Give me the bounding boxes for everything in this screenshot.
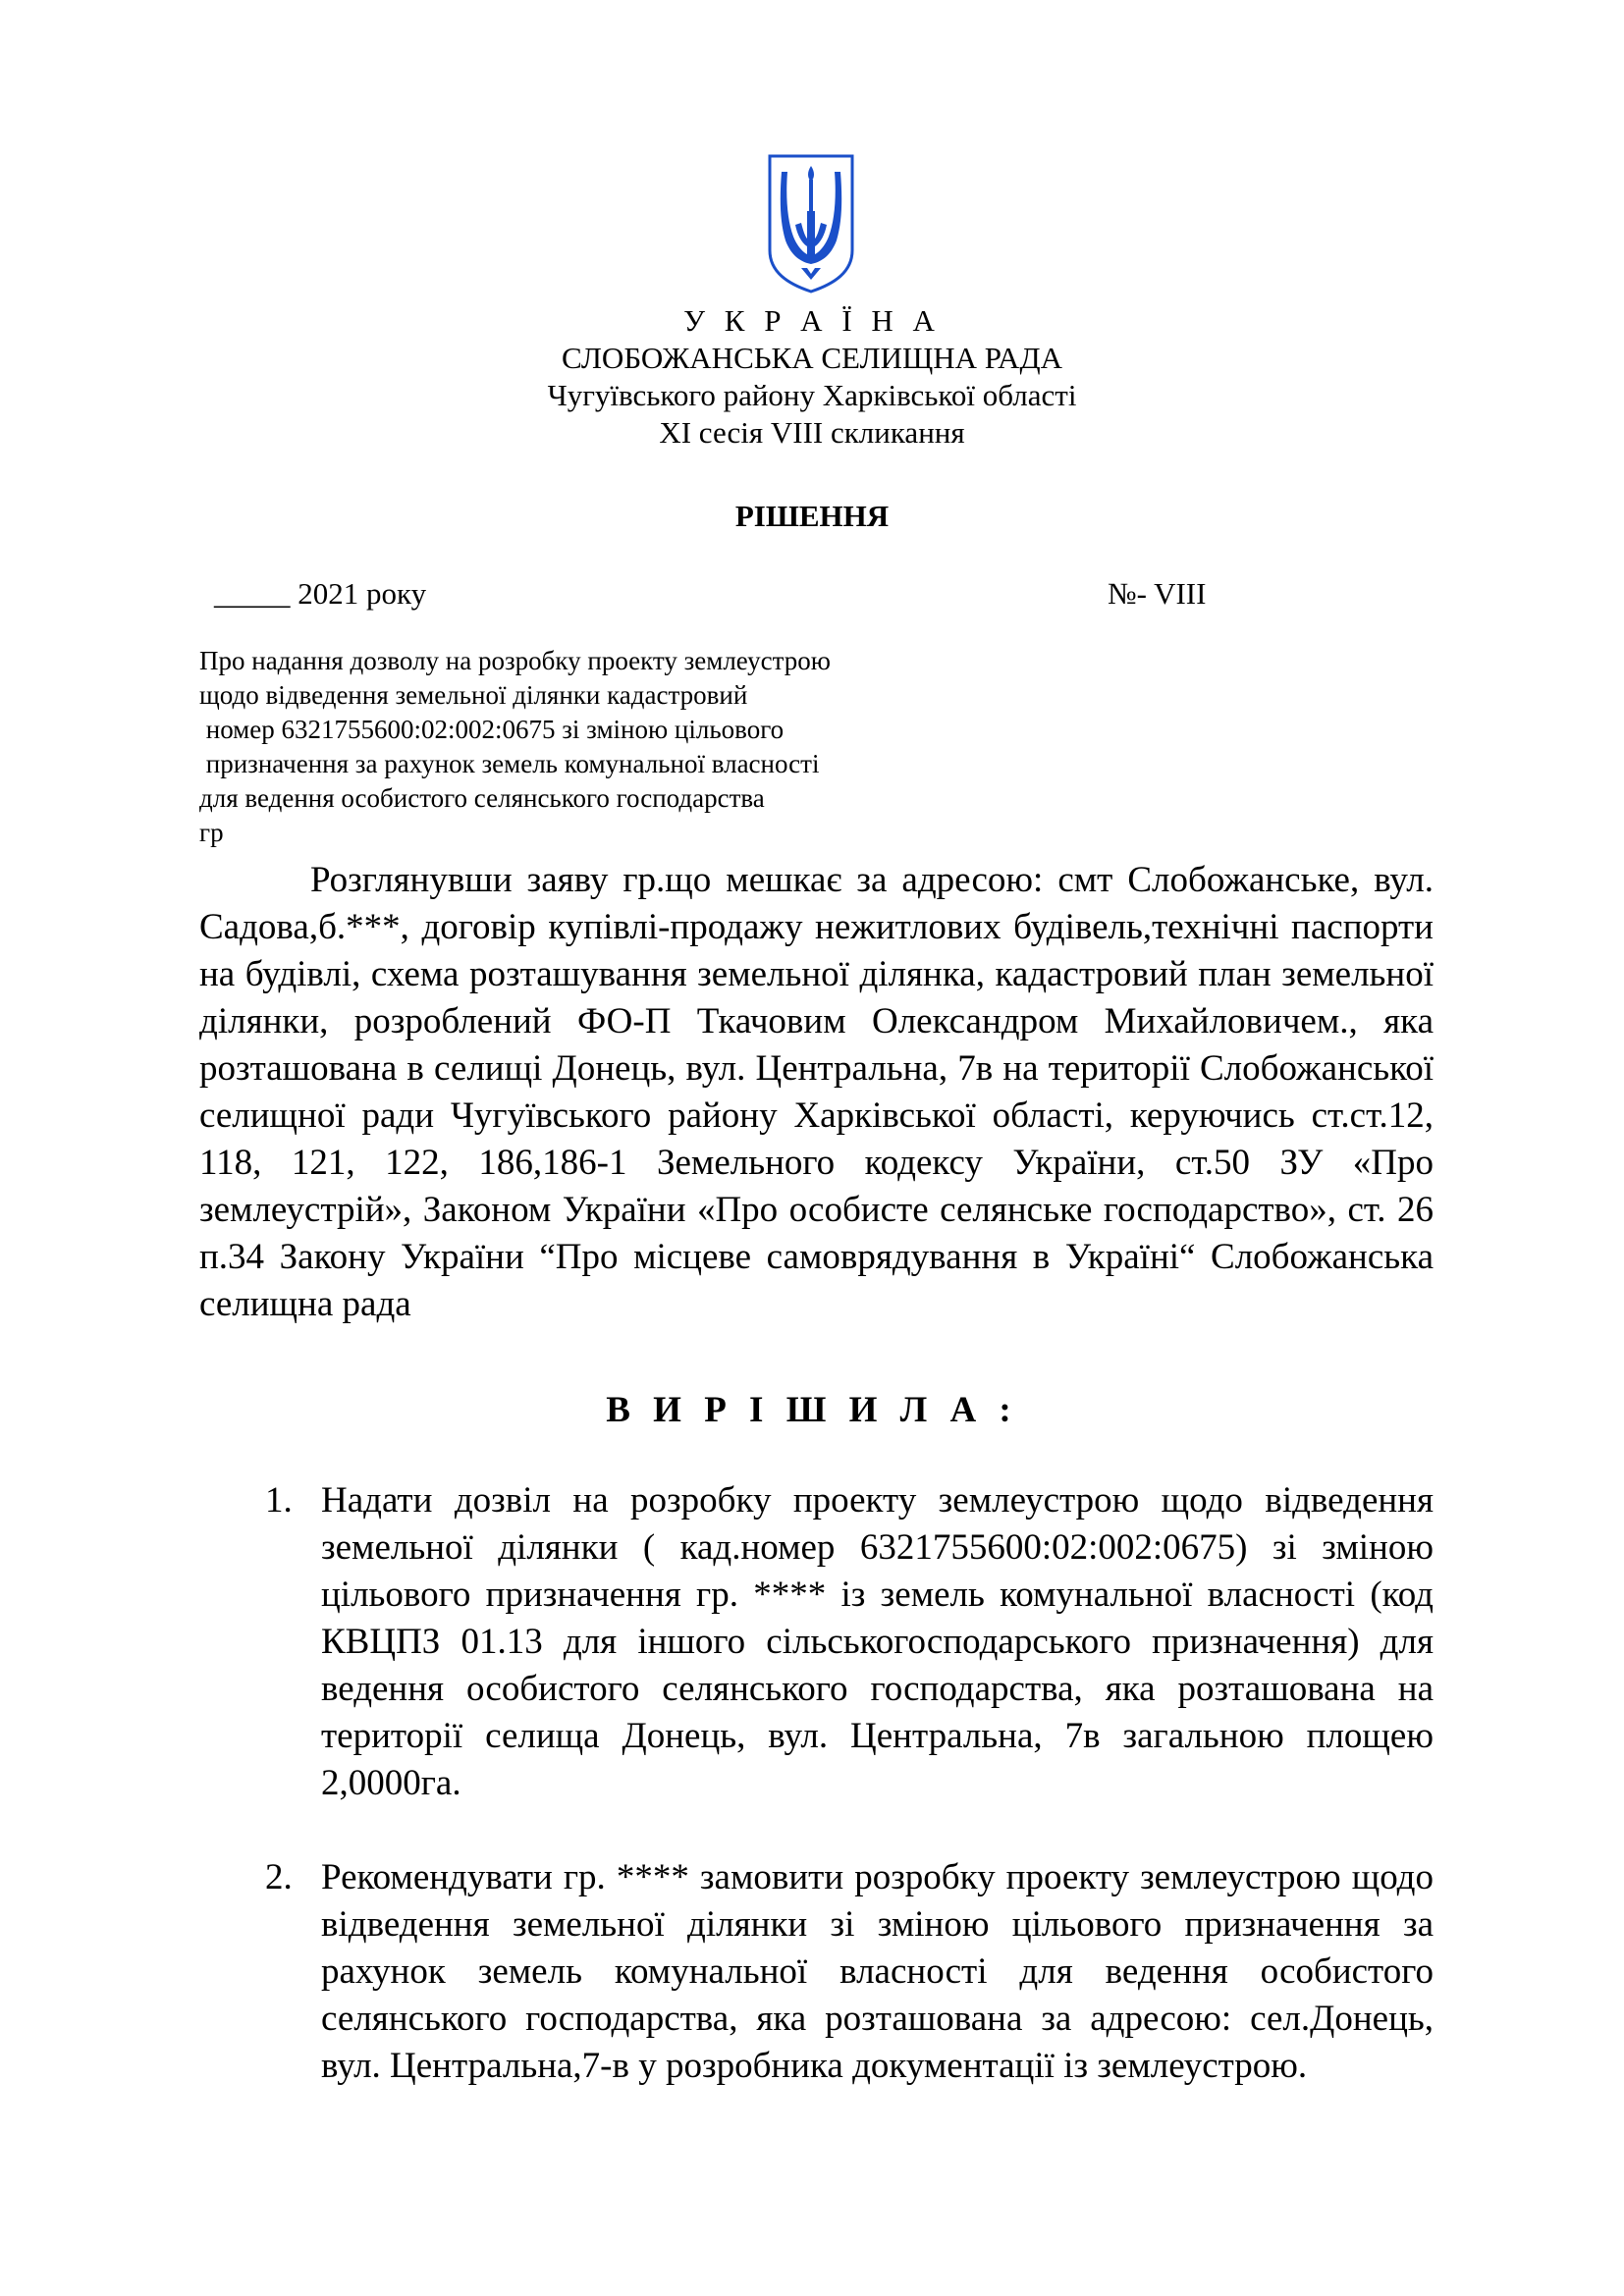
coat-of-arms-icon: [766, 152, 856, 294]
item-text: Надати дозвіл на розробку проекту землеустрою щодо відведення земельної ділянки ( кад.номер 6321755600:02:002:0675) зі зміною цільового призначення гр. **** із земель комунальної власності (код КВЦПЗ 01.13 для іншого сільськогосподарського призначення) для ведення особистого селянського господарства, яка розташована на території селища Донець, вул. Центральна, 7в загальною площею 2,0000га.: [321, 1480, 1434, 1803]
resolved-heading: В И Р І Ш И Л А :: [606, 1390, 1018, 1430]
decision-item: [265, 1477, 1434, 1807]
council-name: СЛОБОЖАНСЬКА СЕЛИЩНА РАДА: [562, 341, 1062, 375]
decision-number: №- VIII: [1108, 576, 1207, 611]
subject-line: номер 6321755600:02:002:0675 зі зміною цільового: [199, 715, 785, 744]
district-name: Чугуївського району Харківської області: [547, 378, 1077, 412]
decision-item: [265, 1854, 1434, 2090]
decision-subject: [199, 644, 946, 850]
item-number: 1.: [265, 1480, 293, 1521]
preamble-paragraph: Розглянувши заяву гр.що мешкає за адресою: смт Слобожанське, вул. Садова,б.***, договір купівлі-продажу нежитлових будівель,технічні паспорти на будівлі, схема розташування земельної ділянка, кадастровий план земельної ділянки, розроблений ФО-П Ткачовим Олександром Михайловичем., яка розташована в селищі Донець, вул. Центральна, 7в на території Слобожанської селищної ради Чугуївського району Харківської області, керуючись ст.ст.12, 118, 121, 122, 186,186-1 Земельного кодексу України, ст.50 ЗУ «Про землеустрій», Законом України «Про особисте селянське господарство», ст. 26 п.34 Закону України “Про місцеве самоврядування в Україні“ Слобожанська селищна рада: [199, 860, 1434, 1324]
subject-line: призначення за рахунок земель комунальної власності: [199, 749, 820, 778]
country-name: У К Р А Ї Н А: [683, 303, 941, 338]
item-text: Рекомендувати гр. **** замовити розробку проекту землеустрою щодо відведення земельної ділянки зі зміною цільового призначення за рахунок земель комунальної власності для ведення особистого селянського господарства, яка розташована за адресою: сел.Донець, вул. Центральна,7-в у розробника документації із землеустрою.: [321, 1857, 1434, 2086]
session-name: XI сесія VIII скликання: [659, 415, 965, 450]
subject-line: Про надання дозволу на розробку проекту землеустрою: [199, 646, 831, 675]
item-number: 2.: [265, 1857, 293, 1897]
decision-items: [265, 1477, 1434, 2090]
subject-line: гр: [199, 818, 224, 847]
decision-date: _____ 2021 року: [214, 576, 427, 611]
document-title: РІШЕННЯ: [734, 499, 890, 533]
subject-line: для ведення особистого селянського господарства: [199, 783, 765, 813]
document-header: [0, 302, 1624, 452]
subject-line: щодо відведення земельної ділянки кадастровий: [199, 680, 748, 710]
